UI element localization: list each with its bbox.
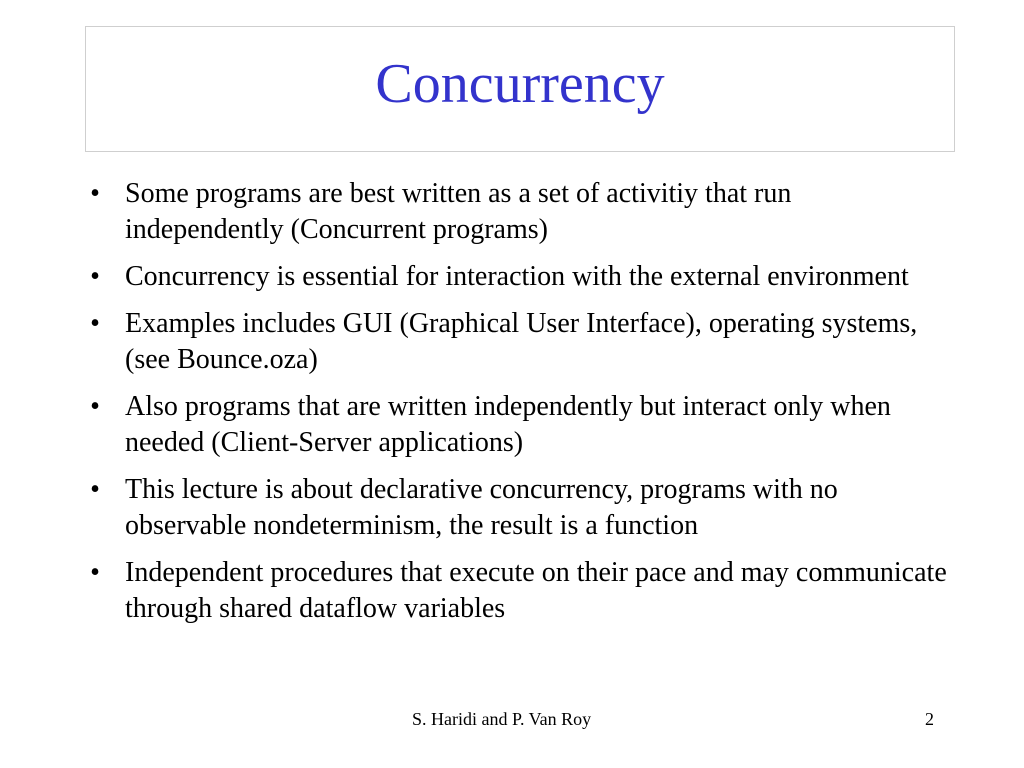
bullet-icon: •	[90, 557, 100, 588]
page-number: 2	[925, 709, 934, 729]
bullet-text: Independent procedures that execute on their pace and may communicate through shared dataflow variables	[125, 557, 947, 624]
bullet-item	[85, 389, 955, 461]
bullet-text: Examples includes GUI (Graphical User Interface), operating systems, (see Bounce.oza)	[125, 308, 918, 375]
bullet-text: Concurrency is essential for interaction with the external environment	[125, 261, 909, 292]
bullet-item	[85, 259, 955, 295]
bullet-icon: •	[90, 391, 100, 422]
title-box	[85, 26, 955, 152]
bullet-item	[85, 306, 955, 378]
bullet-text: Some programs are best written as a set of activitiy that run independently (Concurrent programs)	[125, 178, 792, 245]
bullet-list	[85, 176, 955, 638]
bullet-icon: •	[90, 261, 100, 292]
bullet-item	[85, 555, 955, 627]
bullet-text: This lecture is about declarative concurrency, programs with no observable nondeterminism, the result is a function	[125, 474, 838, 541]
bullet-item	[85, 472, 955, 544]
footer-author: S. Haridi and P. Van Roy	[412, 709, 592, 729]
bullet-icon: •	[90, 474, 100, 505]
slide-title: Concurrency	[375, 53, 665, 115]
bullet-icon: •	[90, 178, 100, 209]
bullet-icon: •	[90, 308, 100, 339]
bullet-text: Also programs that are written independently but interact only when needed (Client-Server applications)	[125, 391, 891, 458]
bullet-item	[85, 176, 955, 248]
